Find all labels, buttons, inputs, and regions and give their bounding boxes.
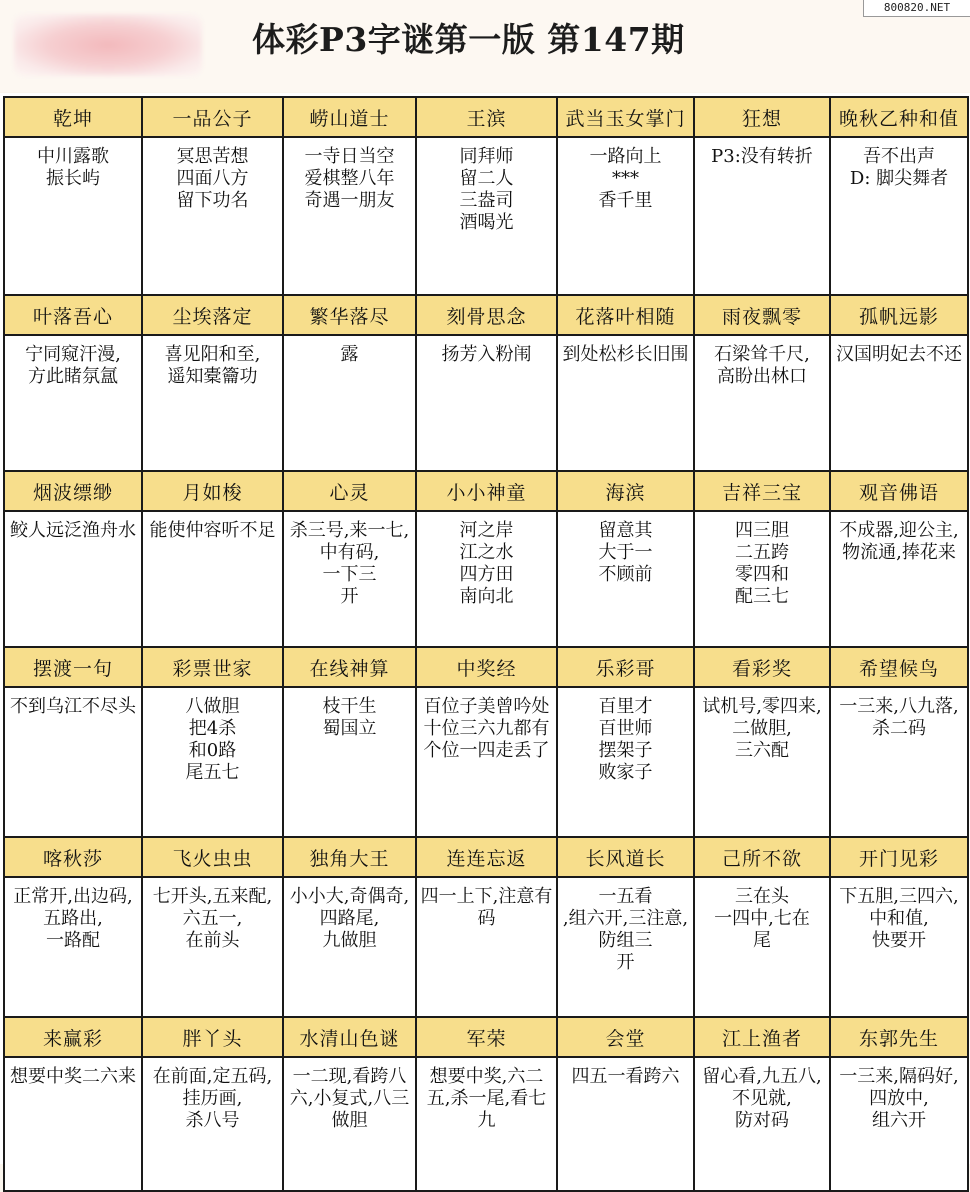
riddle-title: 摆渡一句 — [4, 647, 142, 687]
riddle-cell — [283, 1057, 416, 1191]
riddle-title: 看彩奖 — [694, 647, 830, 687]
riddle-cell — [830, 335, 968, 471]
riddle-clue: 同拜师 留二人 三盎司 酒喝光 — [459, 146, 514, 233]
riddle-cell — [830, 877, 968, 1017]
riddle-cell — [557, 137, 694, 295]
riddle-clue: 石梁耸千尺, 高盼出林口 — [714, 344, 810, 387]
riddle-title: 刻骨思念 — [416, 295, 557, 335]
riddle-cell — [694, 877, 830, 1017]
riddle-cell — [694, 137, 830, 295]
riddle-title: 己所不欲 — [694, 837, 830, 877]
riddle-cell — [416, 511, 557, 647]
riddle-clue: 四五一看跨六 — [571, 1066, 680, 1087]
riddle-title: 水清山色谜 — [283, 1017, 416, 1057]
riddle-title: 晚秋乙种和值 — [830, 97, 968, 137]
riddle-cell — [557, 1057, 694, 1191]
title-row — [4, 647, 968, 687]
riddle-cell — [830, 511, 968, 647]
riddle-cell — [557, 687, 694, 837]
riddle-clue: 一二现,看跨八六,小复式,八三做胆 — [289, 1066, 410, 1131]
riddle-title: 东郭先生 — [830, 1017, 968, 1057]
riddle-title: 在线神算 — [283, 647, 416, 687]
riddle-title: 繁华落尽 — [283, 295, 416, 335]
page-title: 体彩P3字谜第一版 第147期 — [252, 20, 685, 59]
clue-row — [4, 687, 968, 837]
riddle-cell — [557, 877, 694, 1017]
riddle-cell — [416, 335, 557, 471]
riddle-cell — [416, 137, 557, 295]
riddle-clue: 冥思苦想 四面八方 留下功名 — [176, 146, 249, 211]
riddle-cell — [283, 877, 416, 1017]
riddle-title: 叶落吾心 — [4, 295, 142, 335]
riddle-cell — [694, 335, 830, 471]
riddle-cell — [557, 511, 694, 647]
riddle-title: 长风道长 — [557, 837, 694, 877]
riddle-title: 会堂 — [557, 1017, 694, 1057]
riddle-clue: 四一上下,注意有码 — [420, 886, 553, 929]
riddle-cell — [142, 877, 283, 1017]
riddle-clue: 一五看 ,组六开,三注意,防组三 开 — [562, 886, 689, 973]
riddle-title: 王滨 — [416, 97, 557, 137]
riddle-title: 乐彩哥 — [557, 647, 694, 687]
riddle-clue: 吾不出声 D: 脚尖舞者 — [849, 146, 949, 189]
riddle-clue: 一三来,隔码好,四放中, 组六开 — [839, 1066, 959, 1131]
riddle-title: 胖丫头 — [142, 1017, 283, 1057]
riddle-cell — [416, 1057, 557, 1191]
riddle-cell — [4, 137, 142, 295]
title-row — [4, 837, 968, 877]
riddle-cell — [4, 877, 142, 1017]
riddle-clue: 一寺日当空 爱棋整八年 奇遇一朋友 — [304, 146, 395, 211]
riddle-title: 彩票世家 — [142, 647, 283, 687]
riddle-cell — [142, 335, 283, 471]
riddle-title: 喀秋莎 — [4, 837, 142, 877]
riddle-clue: 能使仲容听不足 — [149, 520, 276, 541]
riddle-clue: 百里才 百世师 摆架子 败家子 — [598, 696, 653, 783]
riddle-title: 希望候鸟 — [830, 647, 968, 687]
title-row — [4, 1017, 968, 1057]
riddle-cell — [830, 687, 968, 837]
riddle-title: 一品公子 — [142, 97, 283, 137]
riddle-title: 军荣 — [416, 1017, 557, 1057]
riddle-clue: 留心看,九五八,不见就, 防对码 — [702, 1066, 822, 1131]
riddle-title: 雨夜飘零 — [694, 295, 830, 335]
clue-row — [4, 877, 968, 1017]
riddle-title: 武当玉女掌门 — [557, 97, 694, 137]
riddle-clue: 到处松杉长旧围 — [562, 344, 689, 365]
title-row — [4, 471, 968, 511]
riddle-clue: 河之岸 江之水 四方田 南向北 — [459, 520, 514, 607]
riddle-cell — [830, 1057, 968, 1191]
riddle-clue: 喜见阳和至, 遥知橐籥功 — [164, 344, 261, 387]
riddle-cell — [283, 687, 416, 837]
riddle-title: 月如梭 — [142, 471, 283, 511]
title-row — [4, 97, 968, 137]
riddle-title: 吉祥三宝 — [694, 471, 830, 511]
riddle-clue: 一三来,八九落,杀二码 — [839, 696, 959, 739]
blurred-logo — [14, 14, 202, 76]
riddle-clue: 露 — [340, 344, 359, 365]
riddle-clue: 想要中奖,六二五,杀一尾,看七九 — [426, 1066, 547, 1131]
riddle-clue: 百位子美曾吟处 十位三六九都有 个位一四走丢了 — [423, 696, 550, 761]
riddle-clue: 汉国明妃去不还 — [836, 344, 962, 365]
riddle-title: 独角大王 — [283, 837, 416, 877]
riddle-clue: 想要中奖二六来 — [10, 1066, 136, 1087]
riddle-cell — [694, 687, 830, 837]
riddle-clue: 中川露歌 振长屿 — [37, 146, 109, 189]
riddle-table — [3, 96, 969, 1192]
riddle-title: 烟波缥缈 — [4, 471, 142, 511]
riddle-title: 尘埃落定 — [142, 295, 283, 335]
riddle-cell — [4, 687, 142, 837]
riddle-clue: 正常开,出边码,五路出, 一路配 — [13, 886, 133, 951]
clue-row — [4, 1057, 968, 1191]
riddle-title: 开门见彩 — [830, 837, 968, 877]
riddle-clue: 下五胆,三四六,中和值, 快要开 — [839, 886, 959, 951]
riddle-title: 心灵 — [283, 471, 416, 511]
riddle-cell — [142, 687, 283, 837]
riddle-title: 飞火虫虫 — [142, 837, 283, 877]
riddle-clue: 小小大,奇偶奇,四路尾, 九做胆 — [289, 886, 410, 951]
riddle-clue: 枝干生 蜀国立 — [322, 696, 377, 739]
riddle-title: 来赢彩 — [4, 1017, 142, 1057]
riddle-cell — [416, 877, 557, 1017]
riddle-clue: 三在头 一四中,七在 尾 — [714, 886, 810, 951]
riddle-sheet — [0, 93, 970, 1164]
riddle-cell — [4, 1057, 142, 1191]
riddle-clue: 八做胆 把4杀 和0路 尾五七 — [185, 696, 240, 783]
site-watermark: 800820.NET — [863, 0, 970, 17]
riddle-title: 海滨 — [557, 471, 694, 511]
riddle-title: 乾坤 — [4, 97, 142, 137]
riddle-cell — [416, 687, 557, 837]
riddle-title: 观音佛语 — [830, 471, 968, 511]
riddle-cell — [142, 511, 283, 647]
riddle-clue: 不到乌江不尽头 — [10, 696, 136, 717]
riddle-cell — [694, 1057, 830, 1191]
riddle-clue: 扬芳入粉闱 — [441, 344, 532, 365]
riddle-clue: 七开头,五来配,六五一, 在前头 — [152, 886, 273, 951]
riddle-clue: 宁同窥汗漫, 方此睹氛氲 — [25, 344, 121, 387]
riddle-title: 崂山道士 — [283, 97, 416, 137]
riddle-cell — [142, 1057, 283, 1191]
riddle-clue: 一路向上 *** 香千里 — [589, 146, 662, 211]
riddle-title: 江上渔者 — [694, 1017, 830, 1057]
riddle-cell — [283, 335, 416, 471]
riddle-title: 连连忘返 — [416, 837, 557, 877]
riddle-clue: P3:没有转折 — [711, 146, 813, 167]
riddle-clue: 留意其 大于一 不顾前 — [598, 520, 653, 585]
title-row — [4, 295, 968, 335]
riddle-cell — [830, 137, 968, 295]
page-header — [0, 0, 970, 92]
riddle-title: 中奖经 — [416, 647, 557, 687]
riddle-cell — [4, 511, 142, 647]
riddle-clue: 试机号,零四来,二做胆, 三六配 — [702, 696, 822, 761]
riddle-clue: 杀三号,来一七,中有码, 一下三 开 — [289, 520, 410, 607]
riddle-clue: 在前面,定五码,挂历画, 杀八号 — [152, 1066, 273, 1131]
riddle-cell — [142, 137, 283, 295]
riddle-title: 狂想 — [694, 97, 830, 137]
riddle-title: 小小神童 — [416, 471, 557, 511]
riddle-cell — [283, 137, 416, 295]
riddle-title: 花落叶相随 — [557, 295, 694, 335]
riddle-cell — [283, 511, 416, 647]
riddle-cell — [557, 335, 694, 471]
clue-row — [4, 511, 968, 647]
riddle-cell — [694, 511, 830, 647]
riddle-clue: 不成器,迎公主,物流通,捧花来 — [839, 520, 959, 563]
riddle-cell — [4, 335, 142, 471]
clue-row — [4, 137, 968, 295]
riddle-title: 孤帆远影 — [830, 295, 968, 335]
riddle-clue: 四三胆 二五跨 零四和 配三七 — [735, 520, 789, 607]
riddle-clue: 鲛人远泛渔舟水 — [10, 520, 136, 541]
clue-row — [4, 335, 968, 471]
